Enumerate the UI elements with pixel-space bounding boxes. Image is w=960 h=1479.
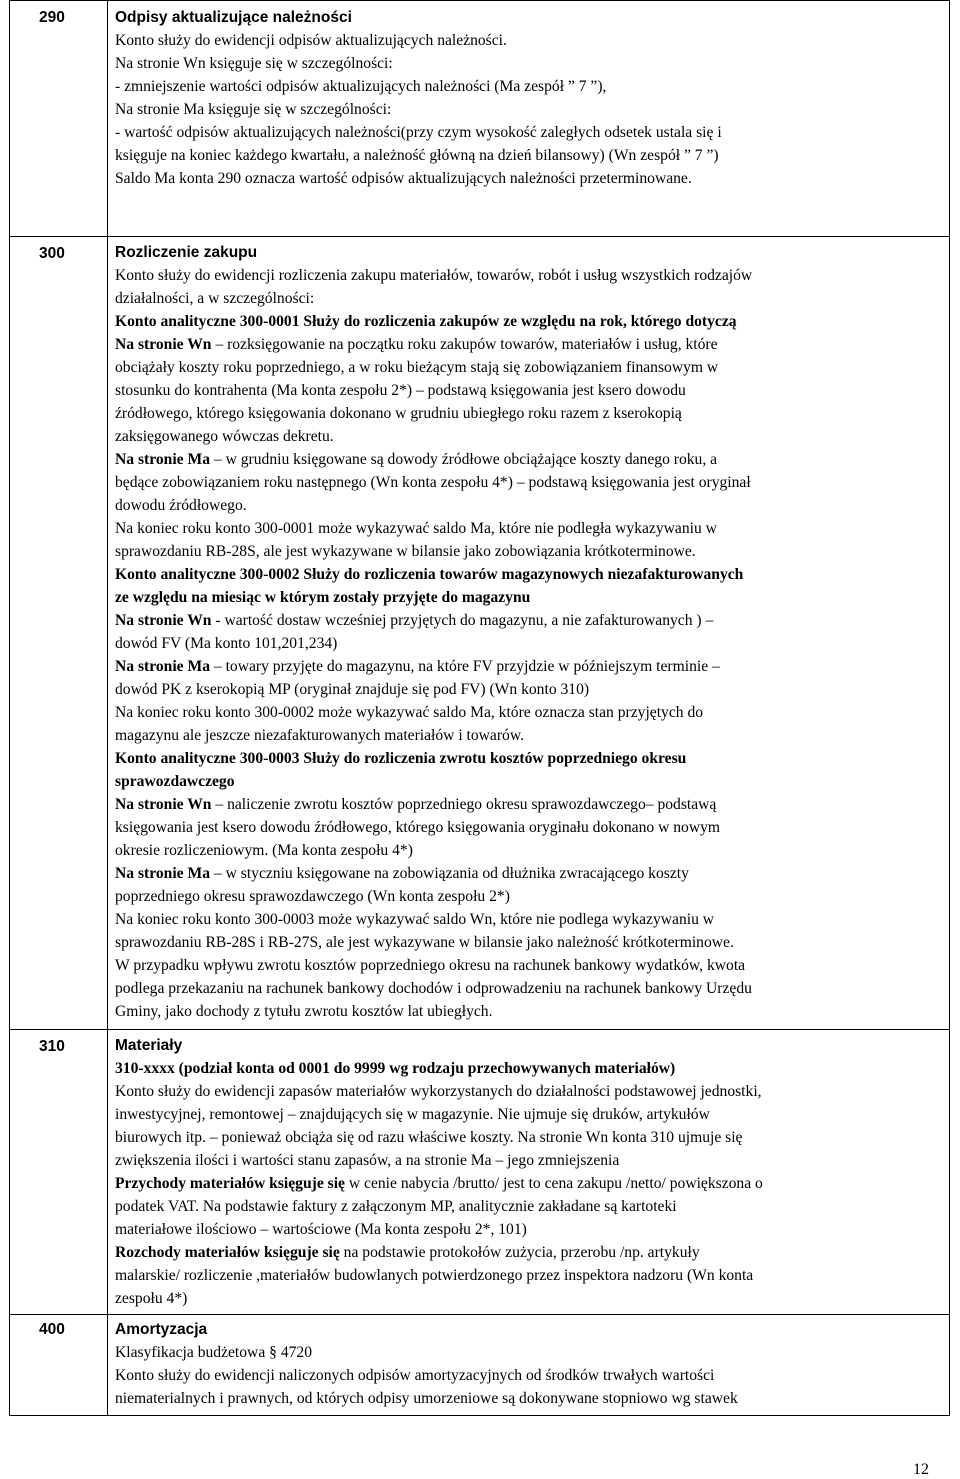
account-row-300 xyxy=(10,237,950,1030)
description-line xyxy=(115,563,945,586)
plain-text: Konto służy do ewidencji naliczonych odpisów amortyzacyjnych od środków trwałych wartości xyxy=(115,1367,715,1384)
plain-text: księguje na koniec każdego kwartału, a należność główną na dzień bilansowy) (Wn zespół ” 7 ”) xyxy=(115,147,719,164)
plain-text: będące zobowiązaniem roku następnego (Wn konta zespołu 4*) – podstawą księgowania jest oryginał xyxy=(115,474,751,491)
description-line xyxy=(115,977,945,1000)
description-line xyxy=(115,1341,945,1364)
description-line xyxy=(115,1103,945,1126)
description-line xyxy=(115,1057,945,1080)
plain-text: Na koniec roku konto 300-0002 może wykazywać saldo Ma, które oznacza stan przyjętych do xyxy=(115,704,704,721)
bold-phrase: Konto analityczne 300-0003 Służy do rozliczenia zwrotu kosztów poprzedniego okresu xyxy=(115,750,687,767)
description-line xyxy=(115,167,945,190)
description-line xyxy=(115,931,945,954)
description-line xyxy=(115,609,945,632)
account-description xyxy=(108,237,950,1030)
description-line xyxy=(115,793,945,816)
plain-text: - wartość dostaw wcześniej przyjętych do magazynu, a nie zafakturowanych ) – xyxy=(211,612,714,629)
plain-text: dowód PK z kserokopią MP (oryginał znajduje się pod FV) (Wn konto 310) xyxy=(115,681,590,698)
bold-phrase: Na stronie Wn xyxy=(115,796,212,813)
plain-text: okresie rozliczeniowym. (Ma konta zespołu 4*) xyxy=(115,842,413,859)
description-line xyxy=(115,1126,945,1149)
plain-text: – naliczenie zwrotu kosztów poprzedniego okresu sprawozdawczego– podstawą xyxy=(211,796,717,813)
plain-text: podlega przekazaniu na rachunek bankowy dochodów i odprowadzeniu na rachunek bankowy Urzędu xyxy=(115,980,752,997)
account-number: 310 xyxy=(10,1030,108,1315)
account-number: 400 xyxy=(10,1315,108,1416)
plain-text: - wartość odpisów aktualizujących należności(przy czym wysokość zaległych odsetek ustala się i xyxy=(115,124,722,141)
plain-text: Konto służy do ewidencji zapasów materiałów wykorzystanych do działalności podstawowej jednostki, xyxy=(115,1083,762,1100)
plain-text: podatek VAT. Na podstawie faktury z załączonym MP, analitycznie zakładane są kartoteki xyxy=(115,1198,677,1215)
description-line xyxy=(115,287,945,310)
description-line xyxy=(115,98,945,121)
bold-phrase: Na stronie Wn xyxy=(115,336,212,353)
bold-phrase: Na stronie Wn xyxy=(115,612,212,629)
description-line xyxy=(115,356,945,379)
description-line xyxy=(115,839,945,862)
plain-text: Na stronie Wn księguje się w szczególności: xyxy=(115,55,393,72)
account-title: Rozliczenie zakupu xyxy=(115,244,258,261)
plain-text: magazynu ale jeszcze niezafakturowanych materiałów i towarów. xyxy=(115,727,524,744)
description-line xyxy=(115,1364,945,1387)
description-line xyxy=(115,816,945,839)
account-title: Amortyzacja xyxy=(115,1321,208,1338)
plain-text: dowodu źródłowego. xyxy=(115,497,247,514)
description-line xyxy=(115,75,945,98)
account-title: Odpisy aktualizujące należności xyxy=(115,9,352,26)
plain-text: Na stronie Ma księguje się w szczególności: xyxy=(115,101,392,118)
description-line xyxy=(115,862,945,885)
plain-text: Na koniec roku konto 300-0001 może wykazywać saldo Ma, które nie podległa wykazywaniu w xyxy=(115,520,717,537)
page-number: 12 xyxy=(913,1461,929,1478)
plain-text: biurowych itp. – ponieważ obciąża się od razu właściwe koszty. Na stronie Wn konta 310 ujmuje się xyxy=(115,1129,743,1146)
description-line xyxy=(115,144,945,167)
plain-text: źródłowego, którego księgowania dokonano w grudniu ubiegłego roku razem z kserokopią xyxy=(115,405,682,422)
account-number: 300 xyxy=(10,237,108,1030)
plain-text: zespołu 4*) xyxy=(115,1290,188,1307)
description-line xyxy=(115,1080,945,1103)
description-line xyxy=(115,1264,945,1287)
plain-text: malarskie/ rozliczenie ,materiałów budowlanych potwierdzonego przez inspektora nadzoru (Wn konta xyxy=(115,1267,754,1284)
account-title: Materiały xyxy=(115,1037,183,1054)
plain-text: – towary przyjęte do magazynu, na które FV przyjdzie w późniejszym terminie – xyxy=(210,658,720,675)
bold-phrase: sprawozdawczego xyxy=(115,773,235,790)
bold-phrase: Na stronie Ma xyxy=(115,451,210,468)
description-line xyxy=(115,1172,945,1195)
description-line xyxy=(115,471,945,494)
account-row-310 xyxy=(10,1030,950,1315)
plain-text: Konto służy do ewidencji odpisów aktualizujących należności. xyxy=(115,32,507,49)
description-line xyxy=(115,632,945,655)
accounts-table xyxy=(9,0,950,1416)
account-number: 290 xyxy=(10,1,108,237)
plain-text: niematerialnych i prawnych, od których odpisy umorzeniowe są dokonywane stopniowo wg stawek xyxy=(115,1390,738,1407)
plain-text: poprzedniego okresu sprawozdawczego (Wn konta zespołu 2*) xyxy=(115,888,510,905)
description-line xyxy=(115,1287,945,1310)
plain-text: materiałowe ilościowo – wartościowe (Ma konta zespołu 2*, 101) xyxy=(115,1221,527,1238)
description-line xyxy=(115,264,945,287)
plain-text: – w grudniu księgowane są dowody źródłowe obciążające koszty danego roku, a xyxy=(210,451,718,468)
bold-phrase: Konto analityczne 300-0001 Służy do rozliczenia zakupów ze względu na rok, którego dotyczą xyxy=(115,313,737,330)
description-line xyxy=(115,678,945,701)
plain-text: sprawozdaniu RB-28S i RB-27S, ale jest wykazywane w bilansie jako należność krótkoterminowe. xyxy=(115,934,734,951)
description-line xyxy=(115,517,945,540)
description-line xyxy=(115,586,945,609)
plain-text: stosunku do kontrahenta (Ma konta zespołu 2*) – podstawą księgowania jest ksero dowodu xyxy=(115,382,686,399)
plain-text: zwiększenia ilości i wartości stanu zapasów, a na stronie Ma – jego zmniejszenia xyxy=(115,1152,620,1169)
description-line xyxy=(115,954,945,977)
description-line xyxy=(115,402,945,425)
description-line xyxy=(115,494,945,517)
description-line xyxy=(115,655,945,678)
description-line xyxy=(115,770,945,793)
plain-text: - zmniejszenie wartości odpisów aktualizujących należności (Ma zespół ” 7 ”), xyxy=(115,78,607,95)
description-line xyxy=(115,310,945,333)
description-line xyxy=(115,1195,945,1218)
bold-phrase: Na stronie Ma xyxy=(115,865,210,882)
plain-text: – rozksięgowanie na początku roku zakupów towarów, materiałów i usług, które xyxy=(211,336,718,353)
description-line xyxy=(115,52,945,75)
description-line xyxy=(115,1000,945,1023)
plain-text: na podstawie protokołów zużycia, przerobu /np. artykuły xyxy=(339,1244,700,1261)
bold-phrase: Przychody materiałów księguje się xyxy=(115,1175,345,1192)
description-line xyxy=(115,1241,945,1264)
account-description xyxy=(108,1030,950,1315)
account-description xyxy=(108,1315,950,1416)
plain-text: inwestycyjnej, remontowej – znajdujących się w magazynie. Nie ujmuje się druków, artykułów xyxy=(115,1106,710,1123)
description-line xyxy=(115,747,945,770)
plain-text: sprawozdaniu RB-28S, ale jest wykazywane w bilansie jako zobowiązania krótkoterminowe. xyxy=(115,543,696,560)
bold-phrase: Rozchody materiałów księguje się xyxy=(115,1244,340,1261)
description-line xyxy=(115,379,945,402)
description-line xyxy=(115,885,945,908)
description-line xyxy=(115,724,945,747)
description-line xyxy=(115,701,945,724)
plain-text: dowód FV (Ma konto 101,201,234) xyxy=(115,635,338,652)
plain-text: zaksięgowanego wówczas dekretu. xyxy=(115,428,334,445)
bold-phrase: Konto analityczne 300-0002 Służy do rozliczenia towarów magazynowych niezafakturowanych xyxy=(115,566,744,583)
plain-text: w cenie nabycia /brutto/ jest to cena zakupu /netto/ powiększona o xyxy=(344,1175,763,1192)
description-line xyxy=(115,29,945,52)
description-line xyxy=(115,1149,945,1172)
bold-phrase: 310-xxxx (podział konta od 0001 do 9999 wg rodzaju przechowywanych materiałów) xyxy=(115,1060,676,1077)
description-line xyxy=(115,540,945,563)
plain-text: – w styczniu księgowane na zobowiązania od dłużnika zwracającego koszty xyxy=(210,865,689,882)
account-description xyxy=(108,1,950,237)
account-row-400 xyxy=(10,1315,950,1416)
plain-text: Klasyfikacja budżetowa § 4720 xyxy=(115,1344,313,1361)
plain-text: Na koniec roku konto 300-0003 może wykazywać saldo Wn, które nie podlega wykazywaniu w xyxy=(115,911,715,928)
plain-text: obciążały koszty roku poprzedniego, a w roku bieżącym stają się zobowiązaniem finansowym w xyxy=(115,359,719,376)
description-line xyxy=(115,1387,945,1410)
description-line xyxy=(115,908,945,931)
plain-text: księgowania jest ksero dowodu źródłowego, którego księgowania oryginału dokonano w nowym xyxy=(115,819,721,836)
plain-text: Konto służy do ewidencji rozliczenia zakupu materiałów, towarów, robót i usług wszystkich rodzajów xyxy=(115,267,753,284)
plain-text: Gminy, jako dochody z tytułu zwrotu kosztów lat ubiegłych. xyxy=(115,1003,493,1020)
account-row-290 xyxy=(10,1,950,237)
plain-text: działalności, a w szczególności: xyxy=(115,290,315,307)
description-line xyxy=(115,333,945,356)
description-line xyxy=(115,121,945,144)
plain-text: Saldo Ma konta 290 oznacza wartość odpisów aktualizujących należności przeterminowane. xyxy=(115,170,692,187)
bold-phrase: ze względu na miesiąc w którym zostały przyjęte do magazynu xyxy=(115,589,531,606)
description-line xyxy=(115,425,945,448)
description-line xyxy=(115,1218,945,1241)
plain-text: W przypadku wpływu zwrotu kosztów poprzedniego okresu na rachunek bankowy wydatków, kwota xyxy=(115,957,746,974)
bold-phrase: Na stronie Ma xyxy=(115,658,210,675)
description-line xyxy=(115,448,945,471)
